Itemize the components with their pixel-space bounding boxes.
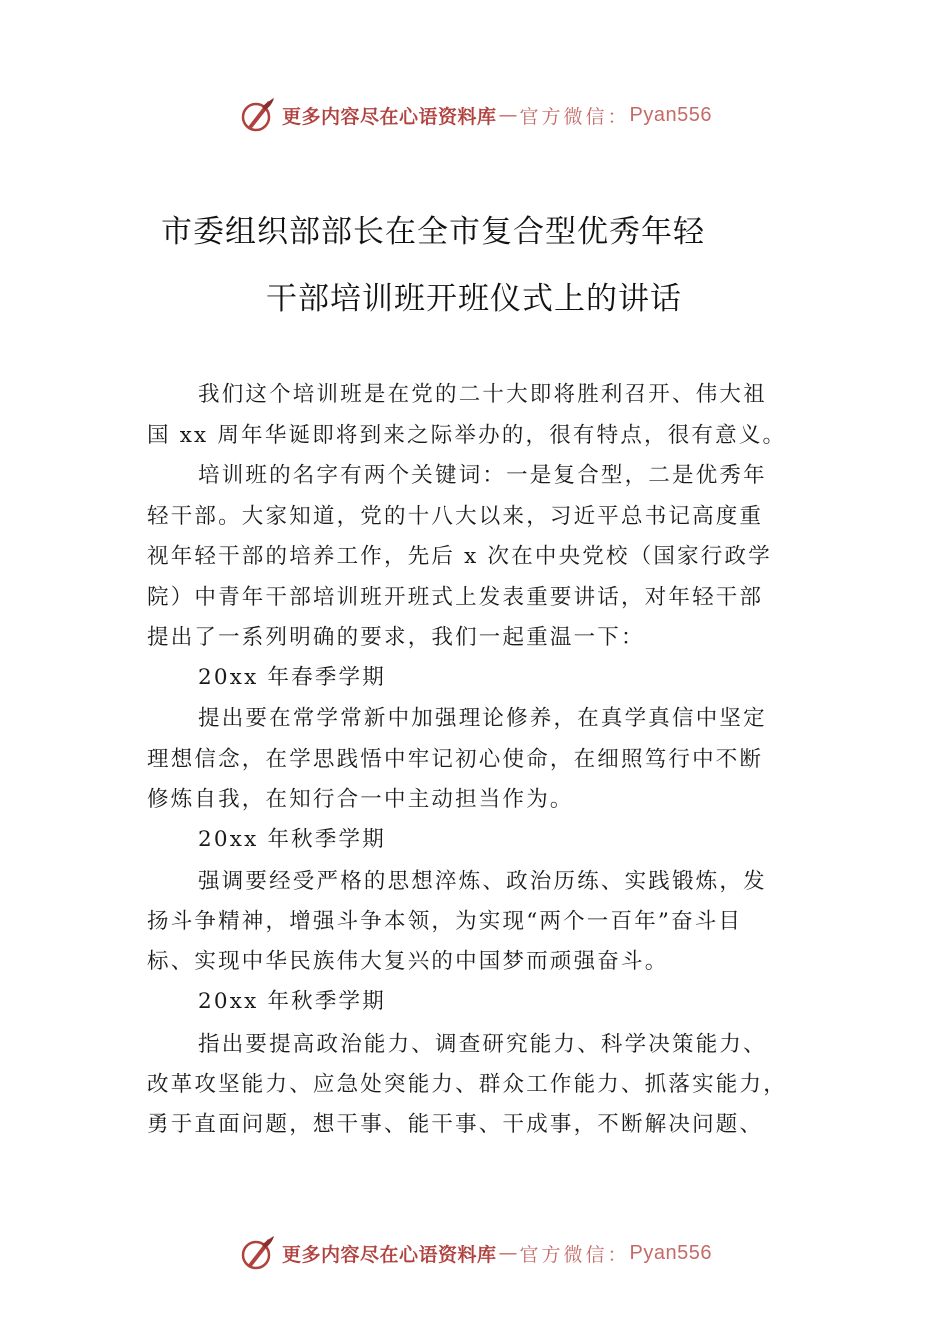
header-watermark — [0, 93, 950, 137]
body-line: 我们这个培训班是在党的二十大即将胜利召开、伟大祖 — [198, 382, 767, 407]
section-heading: 20xx 年秋季学期 — [198, 989, 386, 1014]
promo-text: 更多内容尽在心语资料库 — [282, 105, 497, 128]
body-line: 轻干部。大家知道，党的十八大以来，习近平总书记高度重 — [147, 504, 764, 529]
wechat-id: Pyan556 — [629, 1241, 712, 1264]
separator-dash: — — [498, 1242, 518, 1264]
body-line: 国 xx 周年华诞即将到来之际举办的，很有特点，很有意义。 — [147, 423, 787, 448]
body-line: 理想信念，在学思践悟中牢记初心使命，在细照笃行中不断 — [147, 747, 764, 772]
official-wechat-label: 官方微信： — [519, 105, 630, 128]
body-line: 勇于直面问题，想干事、能干事、干成事，不断解决问题、 — [147, 1112, 764, 1137]
separator-dash: — — [498, 104, 518, 126]
body-line: 修炼自我，在知行合一中主动担当作为。 — [147, 787, 574, 812]
body-line: 扬斗争精神，增强斗争本领，为实现“两个一百年”奋斗目 — [147, 909, 743, 934]
body-line: 提出了一系列明确的要求，我们一起重温一下： — [147, 625, 645, 650]
promo-text: 更多内容尽在心语资料库 — [282, 1243, 497, 1266]
section-heading: 20xx 年秋季学期 — [198, 827, 386, 852]
body-line: 改革攻坚能力、应急处突能力、群众工作能力、抓落实能力， — [147, 1072, 787, 1097]
footer-watermark — [0, 1231, 950, 1275]
body-line: 标、实现中华民族伟大复兴的中国梦而顽强奋斗。 — [147, 949, 669, 974]
wechat-id: Pyan556 — [629, 103, 712, 126]
document-title-line-1: 市委组织部部长在全市复合型优秀年轻 — [161, 214, 705, 250]
section-heading: 20xx 年春季学期 — [198, 665, 386, 690]
body-line: 指出要提高政治能力、调查研究能力、科学决策能力、 — [198, 1032, 767, 1057]
body-line: 院）中青年干部培训班开班式上发表重要讲话，对年轻干部 — [147, 585, 764, 610]
quill-circle-logo-icon — [238, 95, 278, 135]
quill-circle-logo-icon — [238, 1233, 278, 1273]
body-line: 视年轻干部的培养工作，先后 x 次在中央党校（国家行政学 — [147, 544, 772, 569]
official-wechat-label: 官方微信： — [519, 1243, 630, 1266]
body-line: 提出要在常学常新中加强理论修养，在真学真信中坚定 — [198, 706, 767, 731]
document-title-line-2: 干部培训班开班仪式上的讲话 — [266, 281, 682, 317]
body-line: 强调要经受严格的思想淬炼、政治历练、实践锻炼，发 — [198, 869, 767, 894]
body-line: 培训班的名字有两个关键词：一是复合型，二是优秀年 — [198, 463, 767, 488]
